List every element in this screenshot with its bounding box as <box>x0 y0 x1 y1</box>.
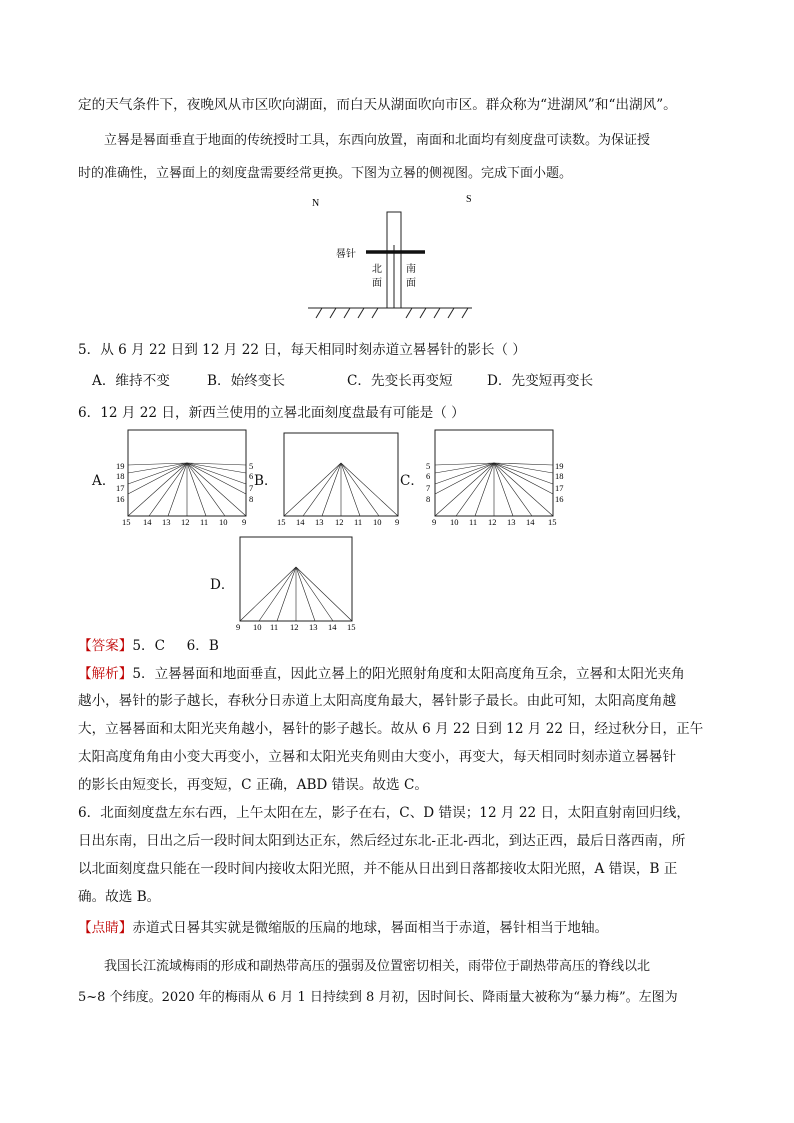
q6-stem: 6．12 月 22 日，新西兰使用的立晷北面刻度盘最有可能是（ ） <box>78 405 465 421</box>
svg-text:13: 13 <box>507 517 516 527</box>
analysis-line-7: 日出东南，日出之后一段时间太阳到达正东，然后经过东北-正北-西北，到达正西，最后日落西南，所 <box>78 833 686 849</box>
passage-line-1: 立晷是晷面垂直于地面的传统授时工具，东西向放置，南面和北面均有刻度盘可读数。为保证授 <box>104 133 651 148</box>
north-label: N <box>312 198 320 209</box>
svg-text:10: 10 <box>253 622 262 632</box>
svg-text:13: 13 <box>309 622 318 632</box>
svg-text:9: 9 <box>236 622 241 632</box>
svg-text:8: 8 <box>426 494 431 504</box>
analysis-tag: 【解析】 <box>78 666 133 682</box>
tip-text: 赤道式日晷其实就是微缩版的压扁的地球，晷面相当于赤道，晷针相当于地轴。 <box>132 920 609 936</box>
passage-line-2: 时的准确性，立晷面上的刻度盘需要经常更换。下图为立晷的侧视图。完成下面小题。 <box>78 166 573 181</box>
svg-text:17: 17 <box>555 483 564 493</box>
north-face-2: 面 <box>372 278 382 289</box>
svg-text:15: 15 <box>548 517 557 527</box>
svg-text:8: 8 <box>249 494 254 504</box>
answer-tag: 【答案】 <box>78 638 133 654</box>
svg-text:9: 9 <box>395 517 400 527</box>
dial-a[interactable] <box>114 428 260 528</box>
gnomon-label: 晷针 <box>336 249 356 260</box>
south-face-1: 南 <box>406 264 416 275</box>
q6-option-a-label[interactable]: A． <box>92 473 116 489</box>
analysis-line-8: 以北面刻度盘只能在一段时间内接收太阳光照，并不能从日出到日落都接收太阳光照，A 错误，B 正 <box>78 861 678 877</box>
svg-text:12: 12 <box>488 517 497 527</box>
svg-text:11: 11 <box>270 622 279 632</box>
svg-text:12: 12 <box>181 517 190 527</box>
svg-text:11: 11 <box>200 517 209 527</box>
svg-text:12: 12 <box>335 517 344 527</box>
svg-text:18: 18 <box>116 471 125 481</box>
analysis-line-6: 6．北面刻度盘左东右西，上午太阳在左，影子在右，C、D 错误；12 月 22 日，太阳直射南回归线， <box>78 805 690 821</box>
svg-text:15: 15 <box>122 517 131 527</box>
analysis-line-4: 太阳高度角角由小变大再变小，立晷和太阳光夹角则由大变小，再变大，每天相同时刻赤道立晷晷针 <box>78 749 677 765</box>
svg-text:14: 14 <box>296 517 305 527</box>
svg-text:9: 9 <box>432 517 437 527</box>
dial-d-ticks <box>236 622 356 632</box>
svg-text:11: 11 <box>469 517 478 527</box>
dial-a-rays <box>128 463 246 516</box>
svg-text:9: 9 <box>242 517 247 527</box>
south-face-2: 面 <box>406 278 416 289</box>
dial-d[interactable] <box>231 533 361 633</box>
analysis-line-1 <box>78 662 685 682</box>
dial-c-rays <box>435 463 553 516</box>
svg-text:13: 13 <box>315 517 324 527</box>
q5-option-c[interactable]: C．先变长再变短 <box>347 373 453 389</box>
svg-text:19: 19 <box>555 461 564 471</box>
svg-text:6: 6 <box>249 471 254 481</box>
dial-b[interactable] <box>276 428 406 528</box>
answer-line <box>78 634 219 654</box>
svg-text:17: 17 <box>116 483 125 493</box>
answer-text: 5．C 6．B <box>132 638 219 654</box>
q5-option-a[interactable]: A．维持不变 <box>92 373 170 389</box>
svg-text:10: 10 <box>219 517 228 527</box>
dial-d-rays <box>240 567 352 621</box>
svg-text:15: 15 <box>347 622 356 632</box>
dial-b-rays <box>284 463 398 516</box>
ground-hatching <box>316 308 468 318</box>
svg-text:19: 19 <box>116 461 125 471</box>
svg-text:5: 5 <box>426 461 431 471</box>
q6-option-b-label[interactable]: B． <box>254 473 278 489</box>
svg-text:12: 12 <box>290 622 299 632</box>
q5-option-d[interactable]: D．先变短再变长 <box>487 373 594 389</box>
intro-line: 定的天气条件下，夜晚风从市区吹向湖面，而白天从湖面吹向市区。群众称为“进湖风”和“出湖风”。 <box>78 97 677 113</box>
tip-tag: 【点睛】 <box>78 920 133 936</box>
next-passage-line-1: 我国长江流域梅雨的形成和副热带高压的强弱及位置密切相关，雨带位于副热带高压的脊线以北 <box>104 959 651 974</box>
svg-text:15: 15 <box>277 517 286 527</box>
q5-stem: 5．从 6 月 22 日到 12 月 22 日，每天相同时刻赤道立晷晷针的影长（ ） <box>78 342 526 358</box>
svg-text:11: 11 <box>354 517 363 527</box>
svg-text:7: 7 <box>426 483 431 493</box>
svg-text:6: 6 <box>426 471 431 481</box>
svg-text:14: 14 <box>328 622 337 632</box>
q6-option-c-label[interactable]: C． <box>400 473 424 489</box>
svg-text:14: 14 <box>143 517 152 527</box>
analysis-line-3: 大，立晷晷面和太阳光夹角越小，晷针的影子越长。故从 6 月 22 日到 12 月 22 日，经过秋分日，正午 <box>78 721 704 737</box>
svg-text:16: 16 <box>555 494 564 504</box>
svg-text:10: 10 <box>373 517 382 527</box>
analysis-text: 5．立晷晷面和地面垂直，因此立晷上的阳光照射角度和太阳高度角互余，立晷和太阳光夹角 <box>132 666 685 682</box>
svg-text:18: 18 <box>555 471 564 481</box>
analysis-line-2: 越小，晷针的影子越长，春秋分日赤道上太阳高度角最大，晷针影子最长。由此可知，太阳高度角越 <box>78 693 677 709</box>
svg-text:5: 5 <box>249 461 254 471</box>
q6-option-d-label[interactable]: D． <box>210 577 235 593</box>
dial-c[interactable] <box>421 428 567 528</box>
svg-text:16: 16 <box>116 494 125 504</box>
svg-text:10: 10 <box>450 517 459 527</box>
analysis-line-9: 确。故选 B。 <box>78 889 161 905</box>
side-view-figure <box>300 190 480 325</box>
analysis-line-5: 的影长由短变长，再变短，C 正确，ABD 错误。故选 C。 <box>78 777 428 793</box>
north-face-1: 北 <box>372 264 382 275</box>
dial-b-ticks <box>277 517 399 527</box>
svg-text:7: 7 <box>249 483 254 493</box>
q5-option-b[interactable]: B．始终变长 <box>207 373 285 389</box>
svg-text:14: 14 <box>526 517 535 527</box>
tip-line <box>78 916 608 936</box>
svg-text:13: 13 <box>162 517 171 527</box>
next-passage-line-2: 5~8 个纬度。2020 年的梅雨从 6 月 1 日持续到 8 月初，因时间长、降雨量大被称为“暴力梅”。左图为 <box>78 990 678 1005</box>
south-label: S <box>466 194 472 205</box>
